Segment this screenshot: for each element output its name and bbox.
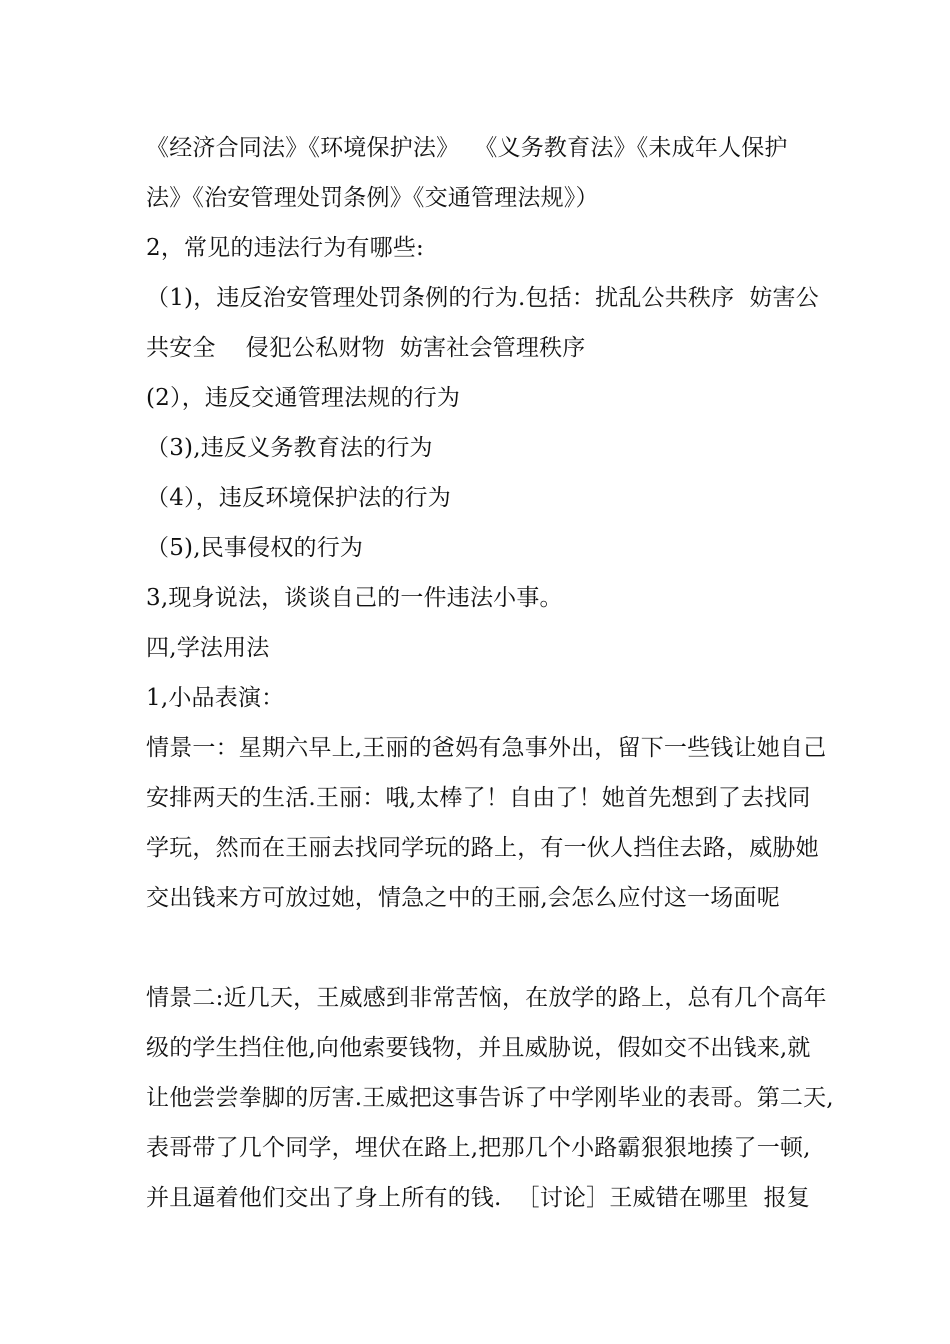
text-line-9: （5),民事侵权的行为 [146,535,364,561]
text-line-4: （1)，违反治安管理处罚条例的行为.包括：扰乱公共秩序 妨害公 [146,285,819,311]
section-heading: 四,学法用法 [146,635,270,661]
text-line-13: 情景一：星期六早上,王丽的爸妈有急事外出，留下一些钱让她自己 [146,735,827,761]
text-line-17: 情景二:近几天，王威感到非常苦恼，在放学的路上，总有几个高年 [146,985,827,1011]
text-line-19: 让他尝尝拳脚的厉害.王威把这事告诉了中学刚毕业的表哥。第二天, [146,1085,834,1111]
text-line-14: 安排两天的生活.王丽：哦,太棒了！自由了！她首先想到了去找同 [146,785,811,811]
text-line-16: 交出钱来方可放过她，情急之中的王丽,会怎么应付这一场面呢 [146,885,780,911]
text-line-10: 3,现身说法，谈谈自己的一件违法小事。 [146,585,563,611]
text-line-6: (2），违反交通管理法规的行为 [146,385,461,411]
text-line-5: 共安全 侵犯公私财物 妨害社会管理秩序 [146,335,586,361]
text-line-15: 学玩，然而在王丽去找同学玩的路上，有一伙人挡住去路，威胁她 [146,835,819,861]
text-line-2: 法》《治安管理处罚条例》《交通管理法规》） [146,185,599,211]
text-line-8: （4），违反环境保护法的行为 [146,485,451,511]
text-line-21: 并且逼着他们交出了身上所有的钱. ［讨论］王威错在哪里 报复 [146,1185,810,1211]
text-line-7: （3),违反义务教育法的行为 [146,435,433,461]
text-line-12: 1,小品表演： [146,685,285,711]
text-line-18: 级的学生挡住他,向他索要钱物，并且威胁说，假如交不出钱来,就 [146,1035,811,1061]
text-line-3: 2，常见的违法行为有哪些: [146,235,424,261]
text-line-20: 表哥带了几个同学，埋伏在路上,把那几个小路霸狠狠地揍了一顿, [146,1135,811,1161]
text-line-1: 《经济合同法》《环境保护法》 《义务教育法》《未成年人保护 [146,135,788,161]
